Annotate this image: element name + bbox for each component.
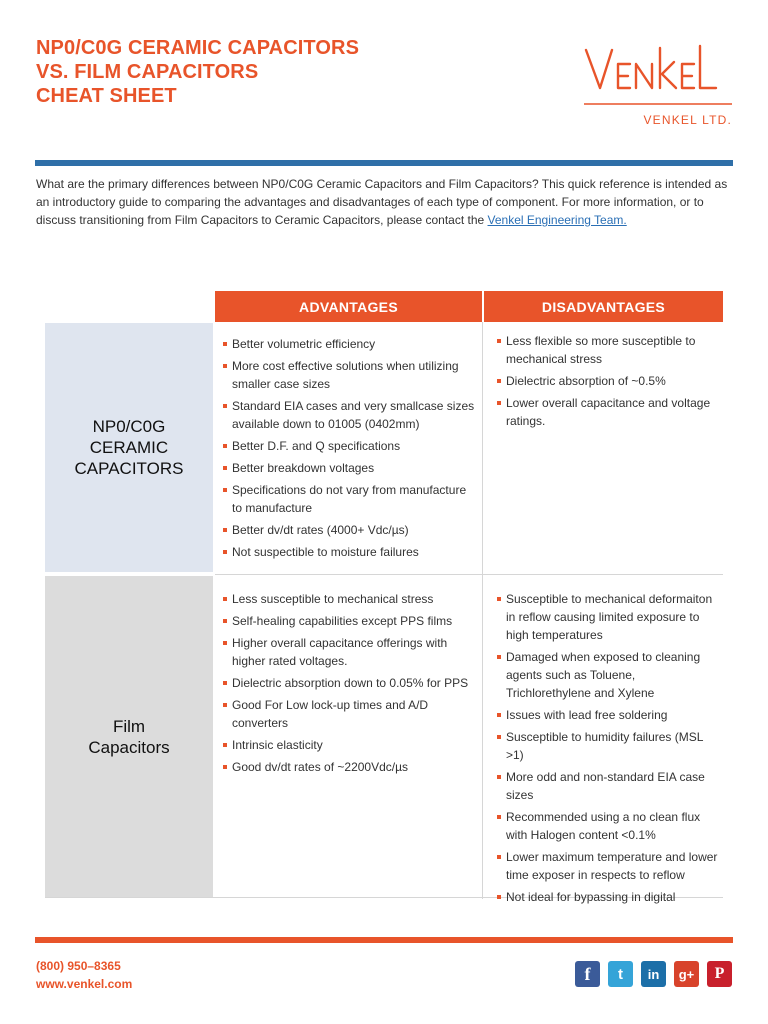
list-item: Better D.F. and Q specifications	[222, 437, 478, 455]
list-item: Higher overall capacitance offerings with higher rated voltages.	[222, 634, 478, 670]
ceramic-disadvantages-list	[496, 332, 721, 430]
list-item: Less flexible so more susceptible to mechanical stress	[496, 332, 721, 368]
list-item: More odd and non-standard EIA case sizes	[496, 768, 721, 804]
list-item: Lower maximum temperature and lower time exposer in respects to reflow	[496, 848, 721, 884]
facebook-icon[interactable]: f	[575, 961, 600, 987]
disadvantages-header: DISADVANTAGES	[484, 291, 723, 322]
logo-subtitle: VENKEL LTD.	[643, 113, 732, 127]
title-line-1: NP0/C0G CERAMIC CAPACITORS	[36, 37, 360, 59]
list-item: Dielectric absorption of ~0.5%	[496, 372, 721, 390]
google-plus-icon[interactable]: g+	[674, 961, 699, 987]
title-line-2: VS. FILM CAPACITORS	[36, 61, 259, 83]
list-item: Less susceptible to mechanical stress	[222, 590, 478, 608]
engineering-team-link[interactable]: Venkel Engineering Team.	[487, 213, 627, 227]
venkel-logo	[582, 36, 734, 132]
page-title	[36, 36, 359, 108]
list-item: Good dv/dt rates of ~2200Vdc/µs	[222, 758, 478, 776]
ceramic-advantages-list	[222, 335, 478, 561]
list-item: Good For Low lock-up times and A/D converters	[222, 696, 478, 732]
film-advantages	[222, 590, 478, 780]
list-item: Not suspectible to moisture failures	[222, 543, 478, 561]
ceramic-disadvantages	[496, 332, 721, 434]
film-disadvantages	[496, 590, 721, 910]
list-item: Standard EIA cases and very smallcase sizes available down to 01005 (0402mm)	[222, 397, 478, 433]
pinterest-icon[interactable]: P	[707, 961, 732, 987]
intro-text: What are the primary differences between NP0/C0G Ceramic Capacitors and Film Capacitors? This quick reference is intended as an introductory guide to comparing the advantages and disadvantages of each type of component. For more information, or to discuss transitioning from Film Capacitors to Ceramic Capacitors, please contact the	[36, 177, 728, 227]
list-item: Intrinsic elasticity	[222, 736, 478, 754]
row-label-film	[45, 576, 213, 897]
film-disadvantages-list	[496, 590, 721, 906]
list-item: Dielectric absorption down to 0.05% for PPS	[222, 674, 478, 692]
phone-number[interactable]: (800) 950–8365	[36, 959, 121, 973]
website-link[interactable]: www.venkel.com	[36, 977, 133, 991]
list-item: Better breakdown voltages	[222, 459, 478, 477]
venkel-logo-mark	[582, 36, 734, 108]
twitter-icon[interactable]: t	[608, 961, 633, 987]
column-divider	[482, 322, 483, 899]
list-item: Better volumetric efficiency	[222, 335, 478, 353]
list-item: More cost effective solutions when utilizing smaller case sizes	[222, 357, 478, 393]
list-item: Self-healing capabilities except PPS films	[222, 612, 478, 630]
list-item: Recommended using a no clean flux with Halogen content <0.1%	[496, 808, 721, 844]
row-label-ceramic-text: NP0/C0G CERAMIC CAPACITORS	[74, 417, 184, 478]
footer-contact	[36, 957, 132, 993]
row-divider	[215, 574, 723, 575]
list-item: Better dv/dt rates (4000+ Vdc/µs)	[222, 521, 478, 539]
film-advantages-list	[222, 590, 478, 776]
list-item: Not ideal for bypassing in digital	[496, 888, 721, 906]
list-item: Lower overall capacitance and voltage ratings.	[496, 394, 721, 430]
row-label-ceramic	[45, 323, 213, 572]
row-label-film-text: Film Capacitors	[88, 716, 170, 757]
list-item: Susceptible to humidity failures (MSL >1)	[496, 728, 721, 764]
list-item: Susceptible to mechanical deformaiton in reflow causing limited exposure to high temperatures	[496, 590, 721, 644]
footer-divider	[35, 937, 733, 943]
title-line-3: CHEAT SHEET	[36, 85, 177, 107]
linkedin-icon[interactable]: in	[641, 961, 666, 987]
list-item: Issues with lead free soldering	[496, 706, 721, 724]
intro-paragraph	[36, 175, 736, 229]
list-item: Damaged when exposed to cleaning agents such as Toluene, Trichlorethylene and Xylene	[496, 648, 721, 702]
ceramic-advantages	[222, 335, 478, 565]
comparison-table	[45, 291, 723, 904]
header-divider	[35, 160, 733, 166]
advantages-header: ADVANTAGES	[215, 291, 482, 322]
list-item: Specifications do not vary from manufacture to manufacture	[222, 481, 478, 517]
